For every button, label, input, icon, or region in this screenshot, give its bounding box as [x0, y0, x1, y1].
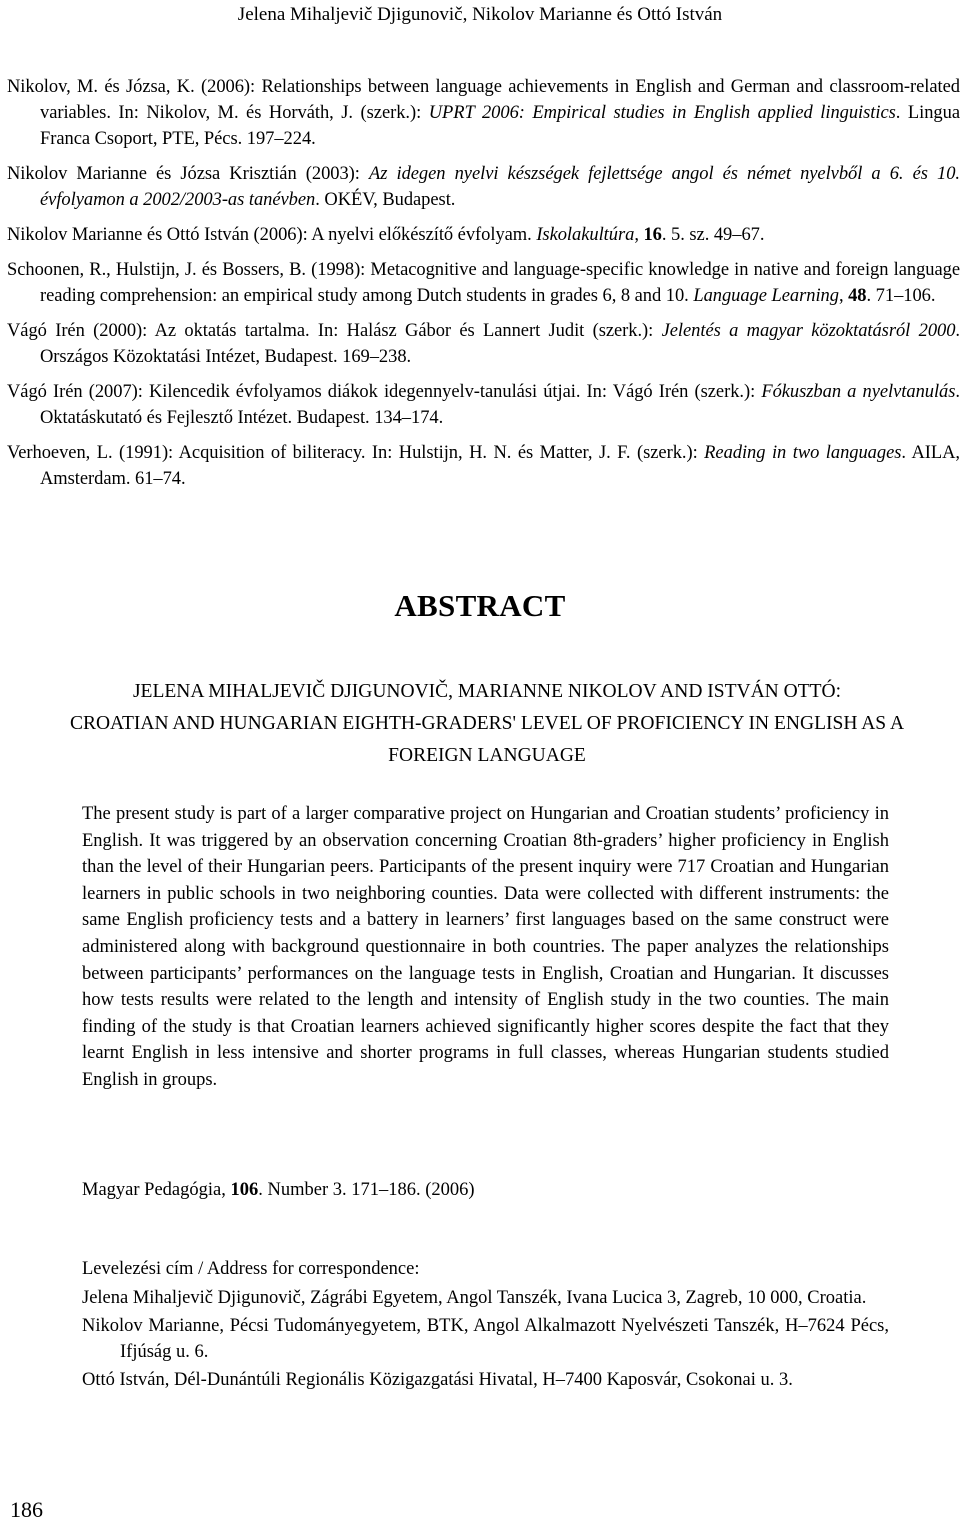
reference-text: Nikolov Marianne és Ottó István (2006): A nyelvi előkészítő évfolyam.	[7, 225, 537, 245]
reference-text: . Országos Közoktatási Intézet, Budapest. 169–238.	[40, 321, 960, 367]
reference-title: Jelentés a magyar közoktatásról 2000	[661, 321, 956, 341]
reference-text: . OKÉV, Budapest.	[315, 190, 456, 210]
abstract-title: ABSTRACT	[394, 588, 566, 623]
reference-text: Schoonen, R., Hulstijn, J. és Bossers, B. (1998): Metacognitive and language-specific knowledge in native and foreign language reading comprehension: an empirical study among Dutch students in grades 6, 8 and 10.	[7, 260, 960, 306]
reference-text: . 71–106.	[866, 286, 936, 306]
correspondence-address: Ottó István, Dél-Dunántúli Regionális Közigazgatási Hivatal, H–7400 Kaposvár, Csokonai u. 3.	[82, 1370, 793, 1390]
reference-item	[7, 257, 960, 309]
reference-list	[7, 74, 960, 501]
journal-issue: . Number 3. 171–186. (2006)	[258, 1180, 475, 1200]
reference-text: Vágó Irén (2007): Kilencedik évfolyamos diákok idegennyelv-tanulási útjai. In: Vágó Irén (szerk.):	[7, 382, 762, 402]
reference-text: ,	[838, 286, 849, 306]
reference-text: . Lingua Franca Csoport, PTE, Pécs. 197–224.	[40, 103, 960, 149]
reference-text: Vágó Irén (2000): Az oktatás tartalma. In: Halász Gábor és Lannert Judit (szerk.):	[7, 321, 662, 341]
abstract-heading-line: CROATIAN AND HUNGARIAN EIGHTH-GRADERS' LEVEL OF PROFICIENCY IN ENGLISH AS A	[69, 713, 905, 734]
correspondence-address: Nikolov Marianne, Pécsi Tudományegyetem, BTK, Angol Alkalmazott Nyelvészeti Tanszék, H–7624 Pécs, Ifjúság u. 6.	[82, 1316, 889, 1362]
abstract-heading	[14, 676, 960, 772]
reference-item	[7, 318, 960, 370]
reference-text: Nikolov, M. és Józsa, K. (2006): Relationships between language achievements in English and German and classroom-related variables. In: Nikolov, M. és Horváth, J. (szerk.):	[7, 77, 960, 123]
reference-item	[7, 222, 960, 248]
reference-item	[7, 379, 960, 431]
reference-title: Language Learning	[693, 286, 839, 306]
reference-title: UPRT 2006: Empirical studies in English applied linguistics	[428, 103, 896, 123]
reference-title: Iskolakultúra	[536, 225, 635, 245]
reference-item	[7, 440, 960, 492]
reference-item	[7, 74, 960, 152]
correspondence-address: Jelena Mihaljevič Djigunovič, Zágrábi Egyetem, Angol Tanszék, Ivana Lucica 3, Zagreb, 10 000, Croatia.	[82, 1287, 867, 1308]
abstract-body: The present study is part of a larger comparative project on Hungarian and Croatian students’ proficiency in English. It was triggered by an observation concerning Croatian 8th-graders’ higher proficiency in English than the level of their Hungarian peers. Participants of the present inquiry were 717 Croatian and Hungarian learners in public schools in two neighboring counties. Data were collected with different instruments: the same English proficiency tests and a battery in learners’ first languages based on the same construct were administered along with background questionnaire in both countries. The paper analyzes the relationships between participants’ performances on the language tests in English, Croatian and Hungarian. It discusses how tests results were related to the length and intensity of English study in the two counties. The main finding of the study is that Croatian learners achieved significantly higher scores despite the fact that they learnt English in less intensive and shorter programs in full classes, whereas Hungarian students studied English in groups.	[82, 804, 889, 1090]
reference-text: Nikolov Marianne és Józsa Krisztián (2003):	[7, 164, 369, 184]
running-head: Jelena Mihaljevič Djigunovič, Nikolov Marianne és Ottó István	[237, 4, 723, 25]
reference-item	[7, 161, 960, 213]
page-number: 186	[10, 1497, 43, 1522]
reference-text: ,	[634, 225, 644, 245]
reference-volume: 48	[848, 286, 867, 306]
journal-citation	[82, 1177, 475, 1203]
correspondence	[82, 1257, 889, 1397]
reference-title: Az idegen nyelvi készségek fejlettsége angol és német nyelvből a 6. és 10. évfolyamon a 2002/2003-as tanévben	[40, 164, 960, 210]
reference-text: . 5. sz. 49–67.	[661, 225, 765, 245]
reference-text: . AILA, Amsterdam. 61–74.	[40, 443, 960, 489]
reference-volume: 16	[643, 225, 662, 245]
abstract-heading-line: JELENA MIHALJEVIČ DJIGUNOVIČ, MARIANNE NIKOLOV AND ISTVÁN OTTÓ:	[132, 681, 842, 702]
journal-name: Magyar Pedagógia,	[82, 1180, 226, 1200]
correspondence-label: Levelezési cím / Address for correspondence:	[82, 1259, 420, 1279]
reference-title: Fókuszban a nyelvtanulás	[761, 382, 956, 402]
reference-text: Verhoeven, L. (1991): Acquisition of biliteracy. In: Hulstijn, H. N. és Matter, J. F. (szerk.):	[7, 443, 705, 463]
reference-text: . Oktatáskutató és Fejlesztő Intézet. Budapest. 134–174.	[40, 382, 960, 428]
abstract-heading-line: FOREIGN LANGUAGE	[388, 745, 586, 766]
journal-volume: 106	[230, 1180, 259, 1200]
reference-title: Reading in two languages	[704, 443, 902, 463]
